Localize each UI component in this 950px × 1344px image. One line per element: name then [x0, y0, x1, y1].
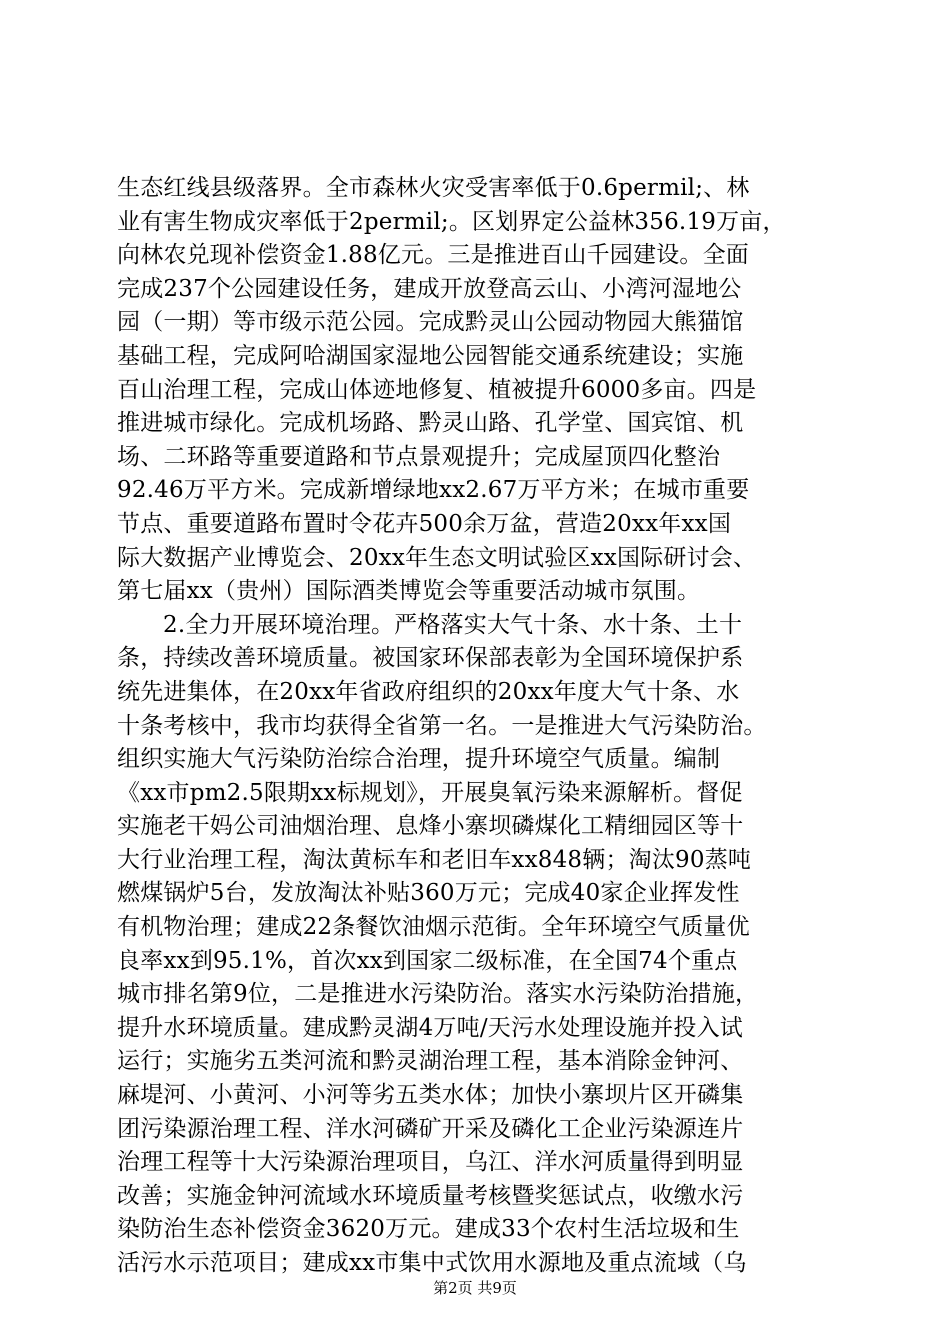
text-line: 《xx市pm2.5限期xx标规划》，开展臭氧污染来源解析。督促	[117, 779, 743, 806]
text-line: 生态红线县级落界。全市森林火灾受害率低于0.6permil;、林	[117, 175, 750, 201]
text-line: 活污水示范项目；建成xx市集中式饮用水源地及重点流域（乌	[117, 1250, 747, 1276]
text-line: 有机物治理；建成22条餐饮油烟示范街。全年环境空气质量优	[117, 914, 750, 941]
text-line: 治理工程等十大污染源治理项目，乌江、洋水河质量得到明显	[117, 1149, 744, 1176]
text-line: 大行业治理工程，淘汰黄标车和老旧车xx848辆；淘汰90蒸吨	[117, 846, 752, 873]
text-line: 组织实施大气污染防治综合治理，提升环境空气质量。编制	[117, 746, 721, 773]
text-line: 麻堤河、小黄河、小河等劣五类水体；加快小寨坝片区开磷集	[117, 1082, 744, 1109]
text-line: 92.46万平方米。完成新增绿地xx2.67万平方米；在城市重要	[117, 477, 750, 504]
text-line: 城市排名第9位，二是推进水污染防治。落实水污染防治措施，	[117, 981, 759, 1008]
text-line: 团污染源治理工程、洋水河磷矿开采及磷化工企业污染源连片	[117, 1115, 744, 1142]
text-line: 向林农兑现补偿资金1.88亿元。三是推进百山千园建设。全面	[117, 242, 750, 269]
text-line: 业有害生物成灾率低于2permil;。区划界定公益林356.19万亩，	[117, 208, 786, 235]
text-line: 百山治理工程，完成山体迹地修复、植被提升6000多亩。四是	[117, 376, 757, 403]
text-line: 统先进集体，在20xx年省政府组织的20xx年度大气十条、水	[117, 678, 740, 705]
text-line: 燃煤锅炉5台，发放淘汰补贴360万元；完成40家企业挥发性	[117, 880, 740, 907]
text-line: 十条考核中，我市均获得全省第一名。一是推进大气污染防治。	[117, 712, 767, 739]
page-number-footer: 第2页 共9页	[433, 1279, 517, 1297]
text-line: 条，持续改善环境质量。被国家环保部表彰为全国环境保护系	[117, 645, 744, 672]
text-line: 染防治生态补偿资金3620万元。建成33个农村生活垃圾和生	[117, 1216, 740, 1243]
text-line: 场、二环路等重要道路和节点景观提升；完成屋顶四化整治	[117, 443, 721, 470]
text-line: 运行；实施劣五类河流和黔灵湖治理工程，基本消除金钟河、	[117, 1048, 744, 1075]
text-line: 节点、重要道路布置时令花卉500余万盆，营造20xx年xx国	[117, 510, 732, 537]
paragraph-start-line: 2.全力开展环境治理。严格落实大气十条、水十条、土十	[163, 611, 743, 638]
text-line: 实施老干妈公司油烟治理、息烽小寨坝磷煤化工精细园区等十	[117, 813, 744, 840]
text-line: 良率xx到95.1%，首次xx到国家二级标准，在全国74个重点	[117, 947, 738, 974]
text-line: 基础工程，完成阿哈湖国家湿地公园智能交通系统建设；实施	[117, 342, 744, 369]
text-line: 改善；实施金钟河流域水环境质量考核暨奖惩试点，收缴水污	[117, 1182, 744, 1209]
text-line: 完成237个公园建设任务，建成开放登高云山、小湾河湿地公	[117, 275, 742, 302]
text-line: 际大数据产业博览会、20xx年生态文明试验区xx国际研讨会、	[117, 544, 757, 571]
text-line: 推进城市绿化。完成机场路、黔灵山路、孔学堂、国宾馆、机	[117, 410, 744, 437]
text-line: 提升水环境质量。建成黔灵湖4万吨/天污水处理设施并投入试	[117, 1014, 743, 1041]
text-line: 第七届xx（贵州）国际酒类博览会等重要活动城市氛围。	[117, 578, 701, 605]
document-body	[117, 172, 833, 1281]
text-line: 园（一期）等市级示范公园。完成黔灵山公园动物园大熊猫馆	[117, 309, 744, 336]
